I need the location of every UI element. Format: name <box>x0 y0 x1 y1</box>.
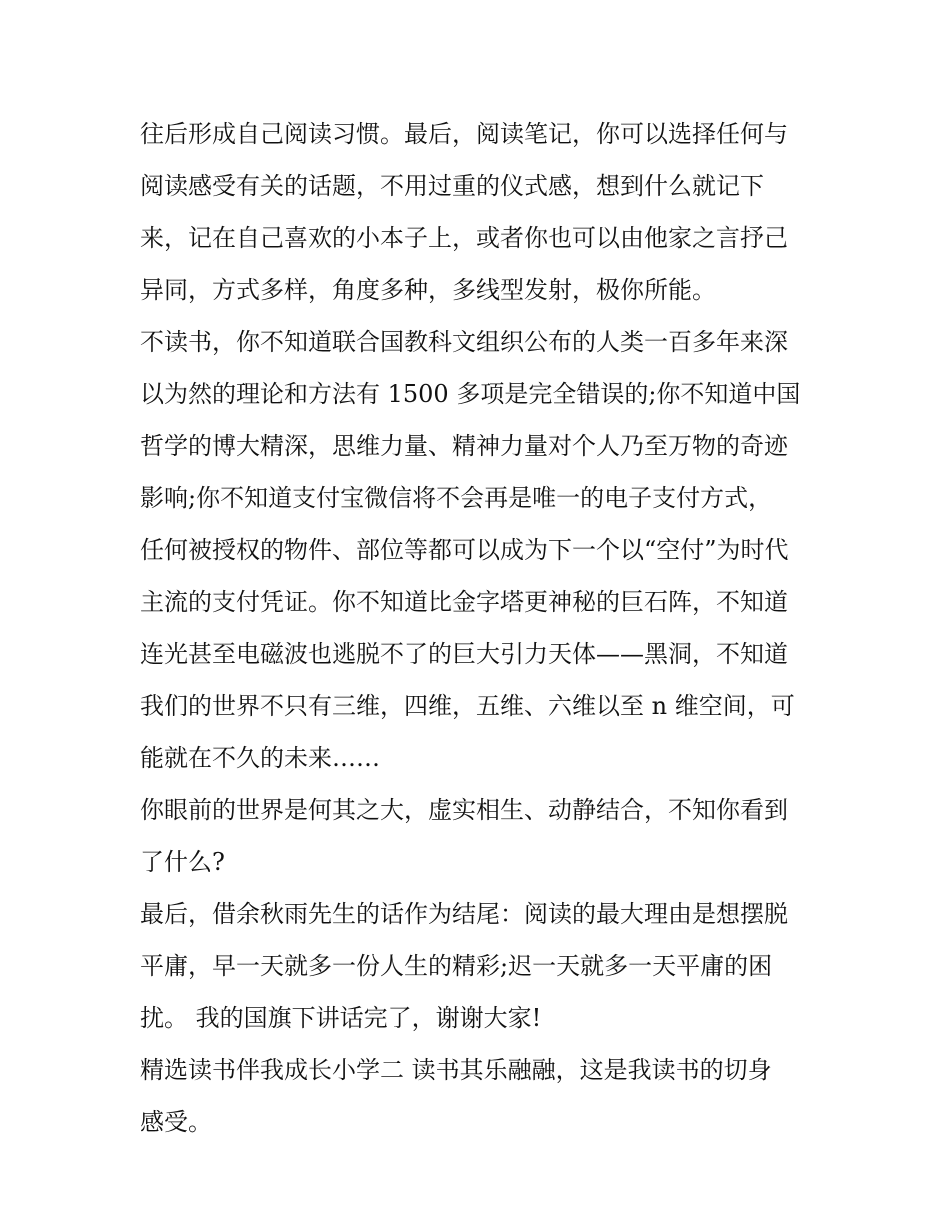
text-line: 感受。 <box>140 1108 212 1136</box>
text-line: 哲学的博大精深，思维力量、精神力量对个人乃至万物的奇迹 <box>140 432 788 460</box>
text-line: 主流的支付凭证。你不知道比金字塔更神秘的巨石阵，不知道 <box>140 588 788 616</box>
text-line: 能就在不久的未来…… <box>140 744 380 772</box>
text-line: 了什么? <box>140 848 225 876</box>
text-line: 精选读书伴我成长小学二 读书其乐融融，这是我读书的切身 <box>140 1056 772 1084</box>
text-line: 异同，方式多样，角度多种，多线型发射，极你所能。 <box>140 276 716 304</box>
text-line: 扰。 我的国旗下讲话完了，谢谢大家! <box>140 1004 542 1032</box>
text-line: 任何被授权的物件、部位等都可以成为下一个以“空付”为时代 <box>140 536 789 564</box>
text-line: 影响;你不知道支付宝微信将不会再是唯一的电子支付方式， <box>140 484 773 512</box>
text-line: 来，记在自己喜欢的小本子上，或者你也可以由他家之言抒己 <box>140 224 788 252</box>
text-line: 往后形成自己阅读习惯。最后，阅读笔记，你可以选择任何与 <box>140 120 788 148</box>
text-line: 平庸，早一天就多一份人生的精彩;迟一天就多一天平庸的困 <box>140 952 773 980</box>
text-line: 你眼前的世界是何其之大，虚实相生、动静结合，不知你看到 <box>140 796 788 824</box>
text-line: 以为然的理论和方法有 1500 多项是完全错误的;你不知道中国 <box>140 380 801 408</box>
text-line: 我们的世界不只有三维，四维，五维、六维以至 n 维空间，可 <box>140 692 795 720</box>
text-line: 最后，借余秋雨先生的话作为结尾：阅读的最大理由是想摆脱 <box>140 900 788 928</box>
text-line: 连光甚至电磁波也逃脱不了的巨大引力天体——黑洞，不知道 <box>140 640 788 668</box>
text-line: 不读书，你不知道联合国教科文组织公布的人类一百多年来深 <box>140 328 788 356</box>
document-body <box>140 108 820 1148</box>
text-line: 阅读感受有关的话题，不用过重的仪式感，想到什么就记下 <box>140 172 764 200</box>
